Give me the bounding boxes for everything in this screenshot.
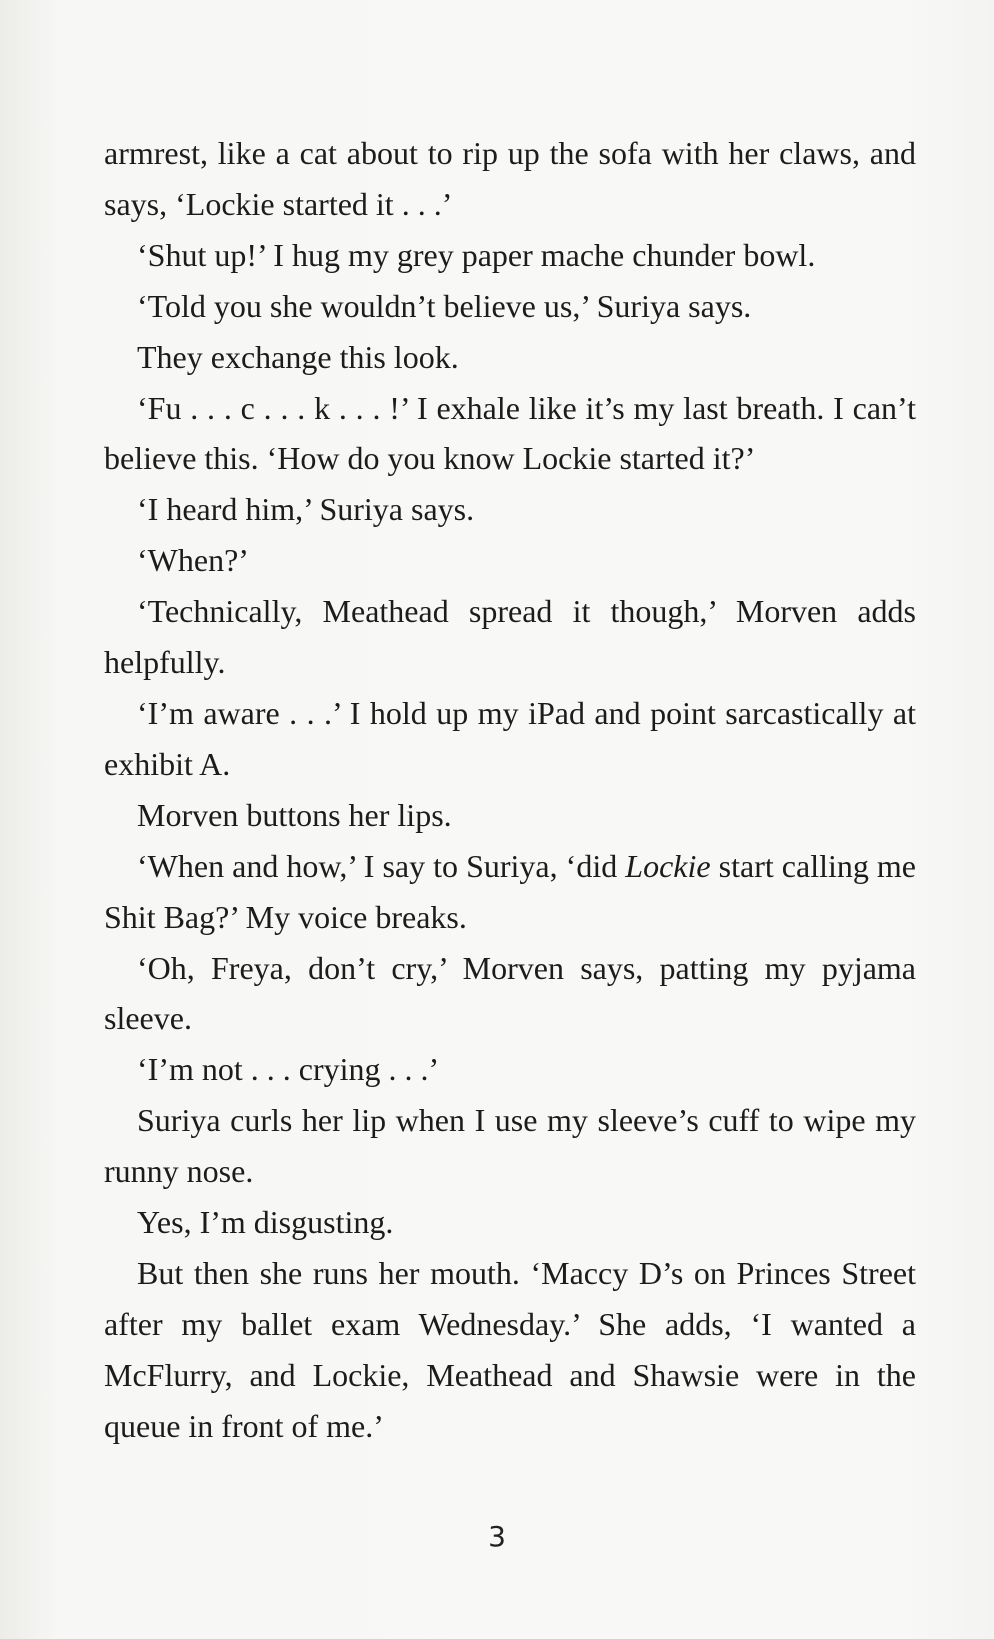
text-run: They exchange this look. bbox=[137, 338, 459, 375]
paragraph bbox=[104, 1197, 916, 1248]
text-run: ‘Oh, Freya, don’t cry,’ Morven says, patting my pyjama sleeve. bbox=[104, 949, 916, 1037]
text-run: ‘When?’ bbox=[137, 542, 249, 579]
text-run: ‘When and how,’ I say to Suriya, ‘did bbox=[137, 847, 626, 884]
paragraph bbox=[104, 841, 916, 943]
paragraph bbox=[104, 332, 916, 383]
text-run: ‘I’m aware . . .’ I hold up my iPad and point sarcastically at exhibit A. bbox=[104, 694, 916, 782]
paragraph bbox=[104, 383, 916, 485]
text-run: ‘Technically, Meathead spread it though,’ Morven adds helpfully. bbox=[104, 593, 916, 681]
text-run: But then she runs her mouth. ‘Maccy D’s on Princes Street after my ballet exam Wednesday.’ She adds, ‘I wanted a McFlurry, and Lockie, Meathead and Shawsie were in the queue in front of me.’ bbox=[104, 1254, 916, 1444]
text-run: Morven buttons her lips. bbox=[137, 796, 452, 833]
paragraph bbox=[104, 1095, 916, 1197]
paragraph bbox=[104, 281, 916, 332]
text-run: ‘Told you she wouldn’t believe us,’ Suriya says. bbox=[137, 287, 752, 324]
text-run: start calling me Shit Bag?’ My voice breaks. bbox=[104, 847, 917, 935]
text-run: ‘Fu . . . c . . . k . . . !’ I exhale like it’s my last breath. I can’t believe this. ‘How do you know Lockie started it?’ bbox=[104, 389, 916, 477]
page-number: 3 bbox=[488, 1520, 506, 1553]
paragraph bbox=[104, 128, 916, 230]
paragraph bbox=[104, 1044, 916, 1095]
text-run: ‘I’m not . . . crying . . .’ bbox=[137, 1051, 440, 1088]
paragraph bbox=[104, 484, 916, 535]
paragraph bbox=[104, 1248, 916, 1452]
paragraph bbox=[104, 943, 916, 1045]
text-run: ‘I heard him,’ Suriya says. bbox=[137, 491, 475, 528]
paragraph bbox=[104, 230, 916, 281]
paragraph bbox=[104, 535, 916, 586]
paragraph bbox=[104, 688, 916, 790]
text-run: Suriya curls her lip when I use my sleeve’s cuff to wipe my runny nose. bbox=[104, 1102, 916, 1190]
body-text bbox=[104, 128, 916, 1452]
italic-text: Lockie bbox=[625, 847, 711, 884]
text-run: Yes, I’m disgusting. bbox=[137, 1204, 394, 1241]
text-run: ‘Shut up!’ I hug my grey paper mache chunder bowl. bbox=[137, 236, 816, 273]
text-run: armrest, like a cat about to rip up the sofa with her claws, and says, ‘Lockie started it . . .’ bbox=[104, 135, 916, 222]
paragraph bbox=[104, 790, 916, 841]
paragraph bbox=[104, 586, 916, 688]
